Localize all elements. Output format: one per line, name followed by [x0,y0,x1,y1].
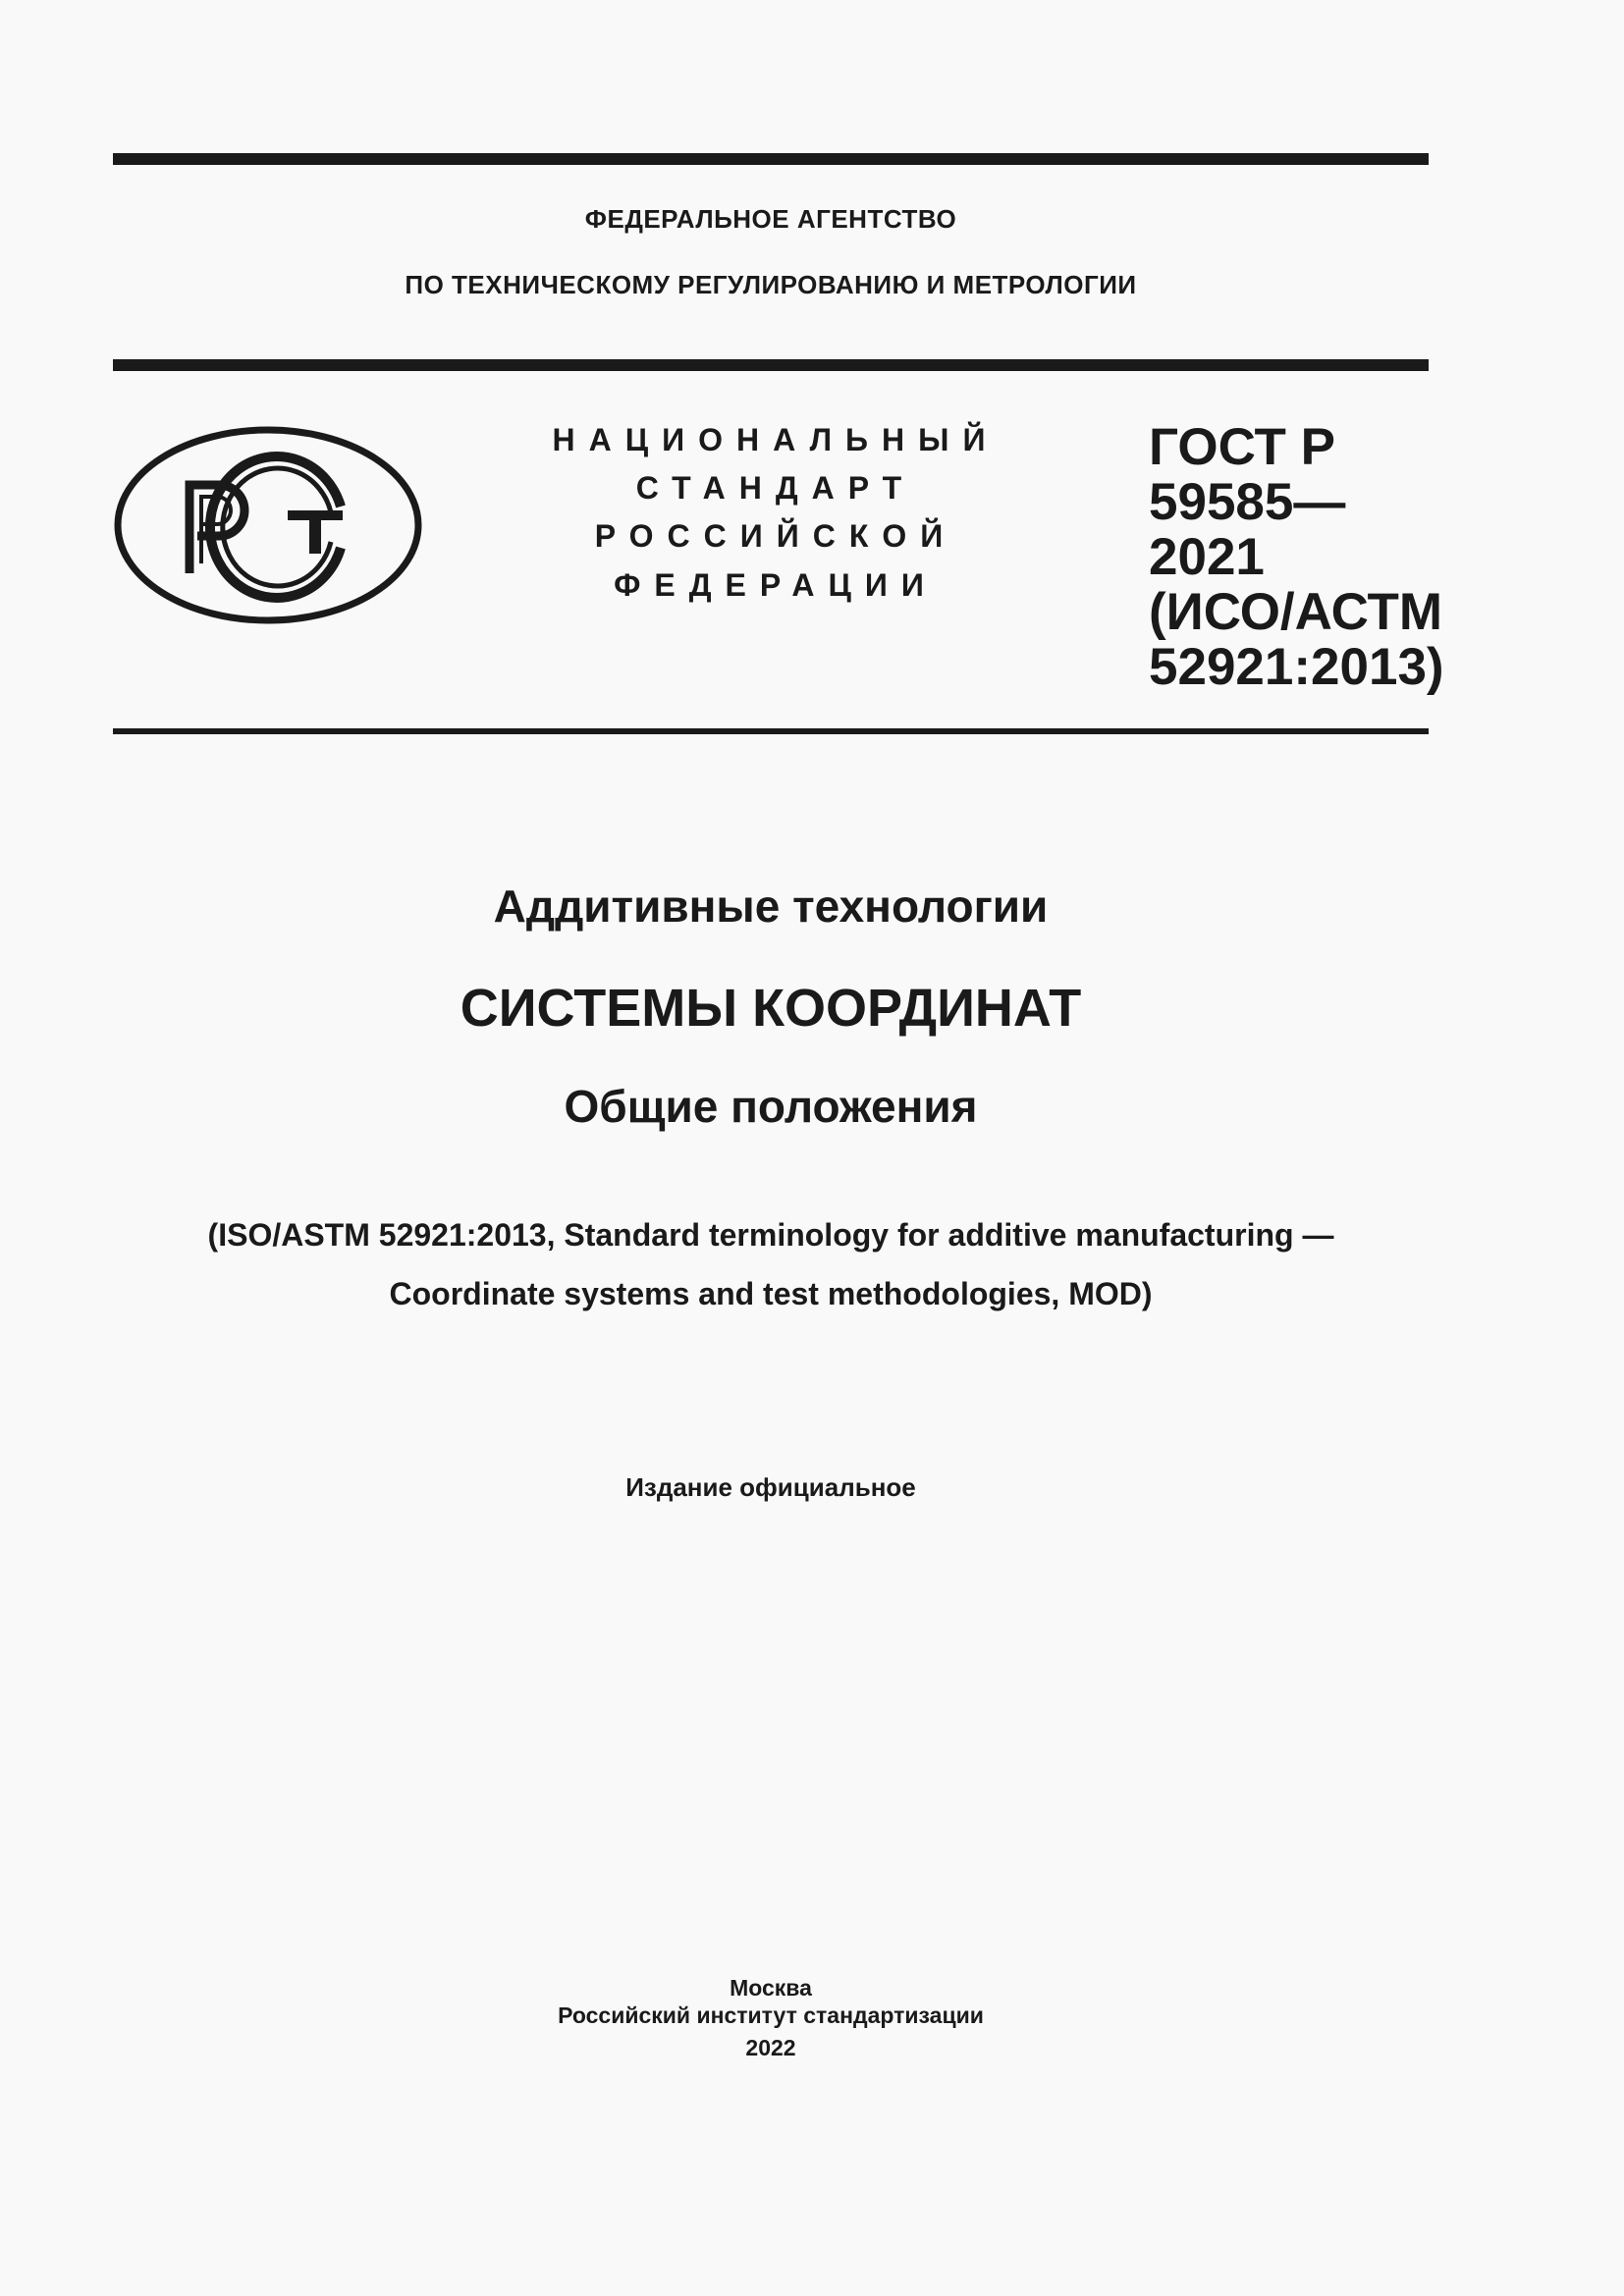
designation-rule [113,728,1429,734]
national-standard-line4: ФЕДЕРАЦИИ [614,567,938,603]
national-standard-line1: НАЦИОНАЛЬНЫЙ [552,422,1000,457]
publisher-name: Российский институт стандартизации [558,2002,984,2028]
publisher-city: Москва [730,1975,812,2001]
document-title-subject: СИСТЕМЫ КООРДИНАТ [460,979,1082,1038]
document-title-part: Общие положения [564,1081,978,1132]
edition-label: Издание официальное [625,1472,916,1502]
designation-line1: ГОСТ Р [1149,418,1335,476]
original-standard-line2: Coordinate systems and test methodologies, MOD) [389,1276,1153,1311]
agency-name-line1: ФЕДЕРАЛЬНОЕ АГЕНТСТВО [584,204,957,234]
national-standard-line2: СТАНДАРТ [635,470,916,506]
original-standard-line1: (ISO/ASTM 52921:2013, Standard terminology for additive manufacturing — [207,1217,1334,1253]
publication-year: 2022 [745,2035,796,2060]
designation-line3: 2021 [1149,528,1265,586]
top-rule [113,153,1429,165]
national-standard-line3: РОССИЙСКОЙ [594,518,957,554]
header-rule [113,359,1429,371]
document-title-main: Аддитивные технологии [493,881,1049,932]
rst-certification-mark-icon [113,426,423,624]
designation-line2: 59585— [1149,473,1346,531]
standard-designation [1149,418,1444,696]
agency-name-line2: ПО ТЕХНИЧЕСКОМУ РЕГУЛИРОВАНИЮ И МЕТРОЛОГИИ [405,270,1137,299]
designation-line4: (ИСО/АСТМ [1149,583,1443,641]
designation-line5: 52921:2013) [1149,638,1444,696]
